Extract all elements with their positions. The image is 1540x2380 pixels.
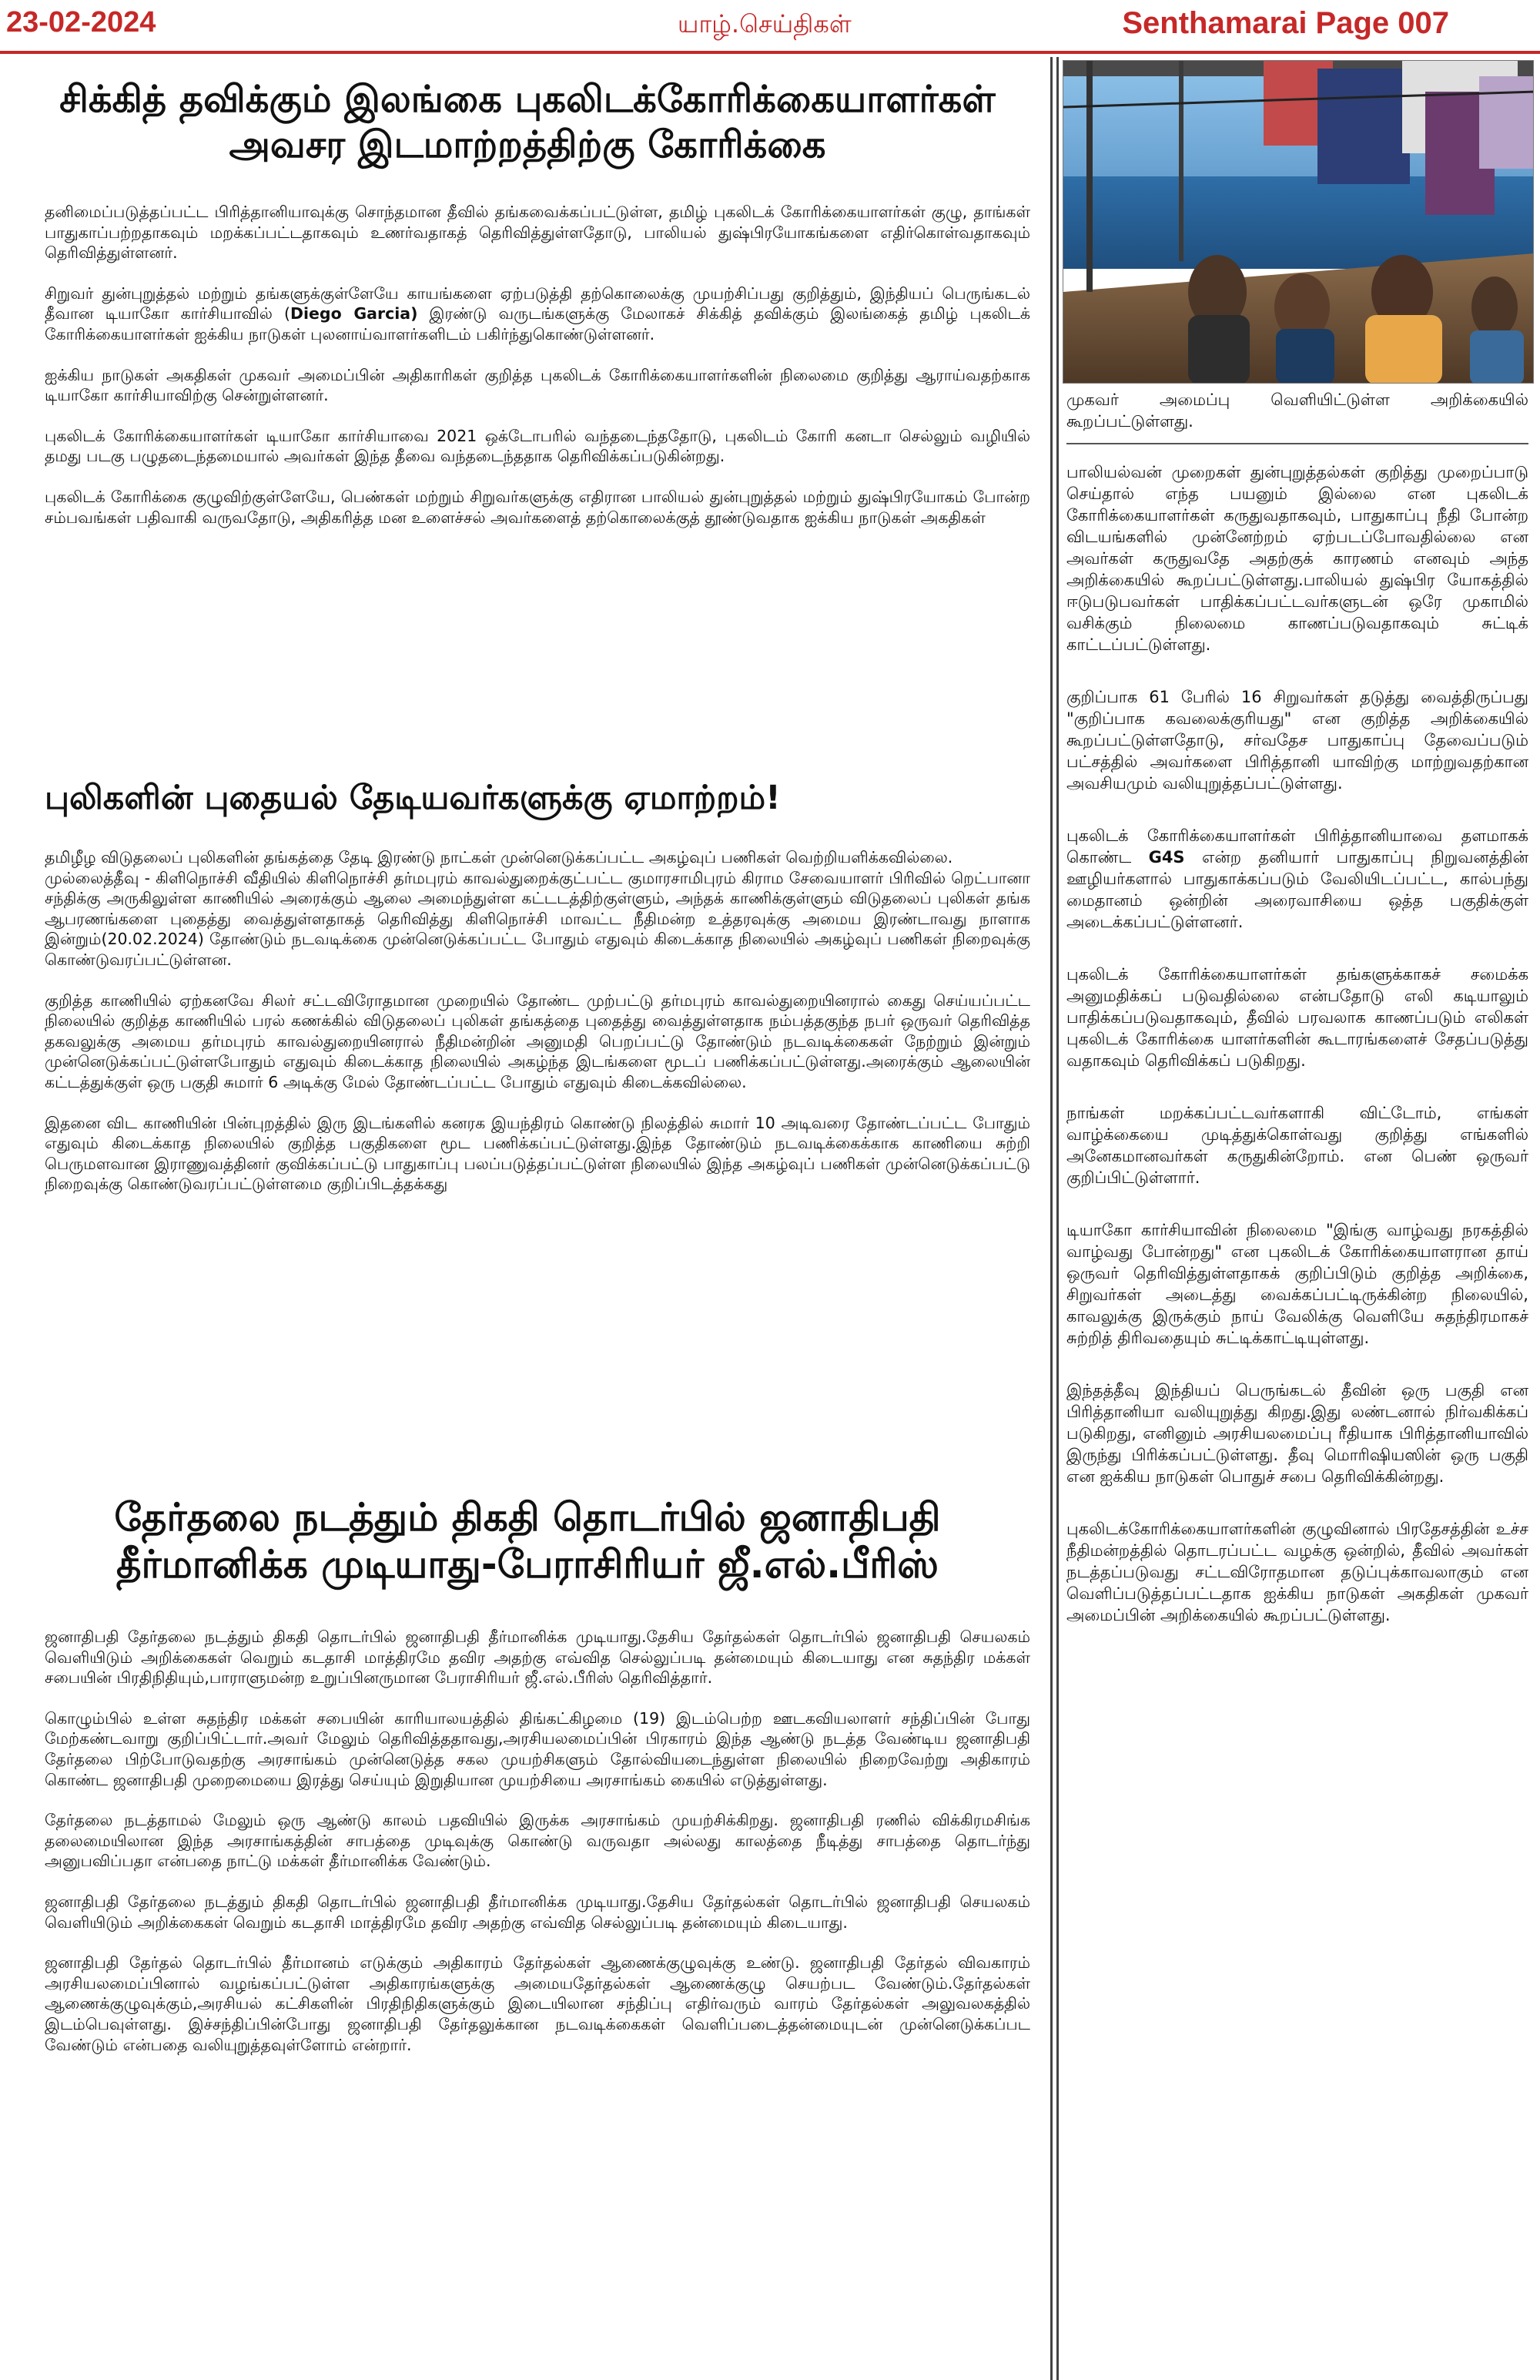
right-p3-part-c: என்ற தனியார் பாதுகாப்பு நிறுவனத்தின் ஊழியர்களால் பாதுகாக்கப்படும் வேலியிடப்பட்ட, கால்பந்து மைதானம் ஒன்றின் அரைவாசியை ஒத்த பகுதிக்குள் அடைக்கப்பட்டுள்ளனர். bbox=[1066, 848, 1528, 931]
article3-body bbox=[45, 1627, 1030, 2055]
article3-paragraph-2: கொழும்பில் உள்ள சுதந்திர மக்கள் சபையின் காரியாலயத்தில் திங்கட்கிழமை (19) இடம்பெற்ற ஊடகவியலாளர் சந்திப்பின் போது மேற்கண்டவாறு குறிப்பிட்டார்.அவர் மேலும் தெரிவித்ததாவது,அரசியலமைப்பின் பிரகாரம் இந்த ஆண்டு நடத்த வேண்டிய ஜனாதிபதி தேர்தலை பிற்போடுவதற்கு அரசாங்கம் முன்னெடுத்த சகல முயற்சிகளும் தோல்வியடைந்துள்ள நிலையில் நிறைவேற்று அதிகாரம் கொண்ட ஜனாதிபதி முறைமையை இரத்து செய்யும் இறுதியான முயற்சியை அரசாங்கம் கையில் எடுத்துள்ளது. bbox=[45, 1708, 1030, 1789]
boat-photo-image bbox=[1063, 61, 1534, 384]
right-p3-part-a: புகலிடக் கோரிக்கையாளர்கள் பிரித்தானியாவை தளமாகக் கொண்ட bbox=[1066, 826, 1528, 867]
article1-body bbox=[45, 202, 1030, 528]
article2-paragraph-2: முல்லைத்தீவு - கிளிநொச்சி வீதியில் கிளிநொச்சி தர்மபுரம் காவல்துறைக்குட்பட்ட குமாரசாமிபுரம் கிராம சேவையாளர் பிரிவில் றெட்பானா சந்திக்கு அருகிலுள்ள காணியில் அரைக்கும் ஆலை அமைந்துள்ள கட்டடத்திற்குள்ளும், அந்தக் காணிக்குள்ளும் விடுதலைப் புலிகள் தங்க ஆபரணங்களை புதைத்து வைத்துள்ளதாகத் தெரிவித்து கிளிநொச்சி மாவட்ட நீதிமன்ற உத்தரவுக்கு அமைய இரண்டாவது நாளாக இன்றும்(20.02.2024) தோண்டும் நடவடிக்கை முன்னெடுக்கப்பட்ட போதும் எதுவும் கிடைக்காத நிலையில் அகழ்வுப் பணிகள் நிறைவுக்கு கொண்டுவரப்பட்டுள்ளன. bbox=[45, 868, 1030, 969]
right-paragraph-7: இந்தத்தீவு இந்தியப் பெருங்கடல் தீவின் ஒரு பகுதி என பிரித்தானியா வலியுறுத்து கிறது.இது லண்டனால் நிர்வகிக்கப் படுகிறது, எனினும் அரசியலமைப்பு ரீதியாக பிரித்தானியாவில் இருந்து பிரிக்கப்பட்டுள்ளது. தீவு மொரிஷியஸின் ஒரு பகுதி என ஐக்கிய நாடுகள் பொதுச் சபை தெரிவிக்கின்றது. bbox=[1066, 1381, 1528, 1486]
article1-paragraph-2 bbox=[45, 283, 1030, 345]
right-paragraph-4: புகலிடக் கோரிக்கையாளர்கள் தங்களுக்காகச் சமைக்க அனுமதிக்கப் படுவதில்லை என்பதோடு எலி கடியாலும் பாதிக்கப்படுவதாகவும், தீவில் பரவலாக காணப்படும் எலிகள் புகலிடக் கோரிக்கை யாளர்களின் கூடாரங்களைச் சேதப்படுத்து வதாகவும் தெரிவிக்கப் படுகிறது. bbox=[1066, 965, 1528, 1070]
article-photo bbox=[1063, 60, 1534, 384]
right-paragraph-6: டியாகோ கார்சியாவின் நிலைமை "இங்கு வாழ்வது நரகத்தில் வாழ்வது போன்றது" என புகலிடக் கோரிக்கையாளரான தாய் ஒருவர் தெரிவித்துள்ளதாகக் குறிப்பிடும் குறித்த அறிக்கை, சிறுவர்கள் அடைத்து வைக்கப்பட்டிருக்கின்ற நிலையில், காவலுக்கு இருக்கும் நாய் வேலிக்கு வெளியே சுதந்திரமாகச் சுற்றித் திரிவதையும் சுட்டிக்காட்டியுள்ளது. bbox=[1066, 1221, 1528, 1347]
article3-paragraph-4: ஜனாதிபதி தேர்தலை நடத்தும் திகதி தொடர்பில் ஜனாதிபதி தீர்மானிக்க முடியாது.தேசிய தேர்தல்கள் தொடர்பில் ஜனாதிபதி செயலகம் வெளியிடும் அறிக்கைகள் வெறும் கடதாசி மாத்திரமே தவிர அதற்கு எவ்வித செல்லுப்படி தன்மையும் கிடையாது. bbox=[45, 1892, 1030, 1932]
article1-headline bbox=[15, 77, 1040, 167]
issue-date: 23-02-2024 bbox=[6, 6, 156, 39]
column-rule-inner bbox=[1056, 57, 1059, 2380]
publication-title: யாழ்.செய்திகள் bbox=[678, 9, 852, 39]
right-column bbox=[1066, 389, 1528, 1626]
right-paragraph-2: குறிப்பாக 61 பேரில் 16 சிறுவர்கள் தடுத்து வைத்திருப்பது "குறிப்பாக கவலைக்குரியது" என குறித்த அறிக்கையில் கூறப்பட்டுள்ளதோடு, சர்வதேச பாதுகாப்பு தேவைப்படும் பட்சத்தில் அவர்களை பிரித்தானி யாவிற்கு மாற்றுவதற்கான அவசியமும் வலியுறுத்தப்பட்டுள்ளது. bbox=[1066, 688, 1528, 793]
article3-headline-line1: தேர்தலை நடத்தும் திகதி தொடர்பில் ஜனாதிபதி bbox=[114, 1495, 941, 1540]
article1-headline-line1: சிக்கித் தவிக்கும் இலங்கை புகலிடக்கோரிக்கையாளர்கள் bbox=[59, 78, 996, 121]
article1-headline-line2: அவசர இடமாற்றத்திற்கு கோரிக்கை bbox=[229, 122, 826, 166]
article1-paragraph-3: ஐக்கிய நாடுகள் அகதிகள் முகவர் அமைப்பின் அதிகாரிகள் குறித்த புகலிடக் கோரிக்கையாளர்களின் நிலைமை குறித்து ஆராய்வதற்காக டியாகோ கார்சியாவிற்கு சென்றுள்ளனர். bbox=[45, 365, 1030, 405]
masthead bbox=[0, 0, 1540, 54]
article3-paragraph-1: ஜனாதிபதி தேர்தலை நடத்தும் திகதி தொடர்பில் ஜனாதிபதி தீர்மானிக்க முடியாது.தேசிய தேர்தல்கள் தொடர்பில் ஜனாதிபதி செயலகம் வெளியிடும் அறிக்கைகள் வெறும் கடதாசி மாத்திரமே தவிர அதற்கு எவ்வித செல்லுப்படி தன்மையும் கிடையாது என சுதந்திர மக்கள் சபையின் பிரதிநிதியும்,பாராளுமன்ற உறுப்பினருமான பேராசிரியர் ஜீ.எல்.பீரிஸ் தெரிவித்தார். bbox=[45, 1627, 1030, 1688]
article1-paragraph-4: புகலிடக் கோரிக்கையாளர்கள் டியாகோ கார்சியாவை 2021 ஒக்டோபரில் வந்தடைந்ததோடு, புகலிடம் கோரி கனடா செல்லும் வழியில் தமது படகு பழுதடைந்தமையால் அவர்கள் இந்த தீவை வந்தடைந்ததாக தெரிவிக்கப்படுகின்றது. bbox=[45, 426, 1030, 466]
article1-p2-part-c: இரண்டு வருடங்களுக்கு மேலாகச் சிக்கித் தவிக்கும் இலங்கைத் தமிழ் புகலிடக் கோரிக்கையாளர்கள் ஐக்கிய நாடுகள் புலனாய்வாளர்களிடம் பகிர்ந்துகொண்டுள்ளனர். bbox=[45, 304, 1030, 344]
photo-caption: முகவர் அமைப்பு வெளியிட்டுள்ள அறிக்கையில் கூறப்பட்டுள்ளது. bbox=[1066, 391, 1528, 431]
right-paragraph-5: நாங்கள் மறக்கப்பட்டவர்களாகி விட்டோம், எங்கள் வாழ்க்கையை முடித்துக்கொள்வது குறித்து எங்களில் அனேகமானவர்கள் கருதுகின்றோம். என பெண் ஒருவர் குறிப்பிட்டுள்ளார். bbox=[1066, 1104, 1528, 1187]
article3-paragraph-3: தேர்தலை நடத்தாமல் மேலும் ஒரு ஆண்டு காலம் பதவியில் இருக்க அரசாங்கம் முயற்சிக்கிறது. ஜனாதிபதி ரணில் விக்கிரமசிங்க தலைமையிலான இந்த அரசாங்கத்தின் சாபத்தை முடிவுக்கு கொண்டு வருவதா அல்லது காலத்தை நீடித்து சாபத்தை தொடர்ந்து அனுபவிப்பதா என்பதை நாட்டு மக்கள் தீர்மானிக்க வேண்டும். bbox=[45, 1811, 1030, 1871]
column-rule bbox=[1050, 57, 1053, 2380]
article1-diego-garcia: Diego Garcia) bbox=[290, 304, 418, 323]
article3-paragraph-5: ஜனாதிபதி தேர்தல் தொடர்பில் தீர்மானம் எடுக்கும் அதிகாரம் தேர்தல்கள் ஆணைக்குழுவுக்கு உண்டு. ஜனாதிபதி தேர்தல் விவகாரம் அரசியலமைப்பினால் வழங்கப்பட்டுள்ள அதிகாரங்களுக்கு அமையதேர்தல்கள் ஆணைக்குழு செயற்பட வேண்டும்.தேர்தல்கள் ஆணைக்குழுவுக்கும்,அரசியல் கட்சிகளின் பிரதிநிதிகளுக்கும் இடையிலான சந்திப்பு எதிர்வரும் வாரம் தேர்தல்கள் அலுவலகத்தில் இடம்பெவுள்ளது. இச்சந்திப்பின்போது ஜனாதிபதி தேர்தலுக்கான நடவடிக்கைகள் வெளிப்படைத்தன்மையுடன் முன்னெடுக்கப்பட வேண்டும் என்பதை வலியுறுத்தவுள்ளோம் என்றார். bbox=[45, 1953, 1030, 2054]
article2-paragraph-1: தமிழீழ விடுதலைப் புலிகளின் தங்கத்தை தேடி இரண்டு நாட்கள் முன்னெடுக்கப்பட்ட அகழ்வுப் பணிகள் வெற்றியளிக்கவில்லை. bbox=[45, 848, 953, 867]
article2-body bbox=[45, 847, 1030, 1195]
right-paragraph-3 bbox=[1066, 825, 1528, 933]
g4s-label: G4S bbox=[1148, 848, 1185, 867]
article3-headline bbox=[15, 1494, 1040, 1588]
article1-paragraph-5: புகலிடக் கோரிக்கை குழுவிற்குள்ளேயே, பெண்கள் மற்றும் சிறுவர்களுக்கு எதிரான பாலியல் துன்புறுத்தல் மற்றும் துஷ்பிரயோகம் போன்ற சம்பவங்கள் பதிவாகி வருவதோடு, அதிகரித்த மன உளைச்சல் அவர்களைத் தற்கொலைக்குத் தூண்டுவதாக ஐக்கிய நாடுகள் அகதிகள் bbox=[45, 487, 1030, 527]
article3-headline-line2: தீர்மானிக்க முடியாது-பேராசிரியர் ஜீ.எல்.பீரிஸ் bbox=[116, 1542, 939, 1587]
right-paragraph-1: பாலியல்வன் முறைகள் துன்புறுத்தல்கள் குறித்து முறைப்பாடு செய்தால் எந்த பயனும் இல்லை என புகலிடக் கோரிக்கையாளர்கள் கருதுவதாகவும், பாதுகாப்பு நீதி போன்ற விடயங்களில் முன்னேற்றம் ஏற்படப்போவதில்லை என அவர்கள் கருதுவதே அதற்குக் காரணம் எனவும் அந்த அறிக்கையில் கூறப்பட்டுள்ளது.பாலியல் துஷ்பிர யோகத்தில் ஈடுபடுபவர்கள் பாதிக்கப்பட்டவர்களுடன் ஒரே முகாமில் வசிக்கும் நிலைமை காணப்படுவதாகவும் சுட்டிக் காட்டப்பட்டுள்ளது. bbox=[1066, 463, 1528, 654]
article1-p2-part-a: சிறுவர் துன்புறுத்தல் மற்றும் தங்களுக்குள்ளேயே காயங்களை ஏற்படுத்தி தற்கொலைக்கு முயற்சிப்பது குறித்தும், இந்தியப் பெருங்கடல் தீவான டியாகோ கார்சியாவில் ( bbox=[45, 283, 1030, 323]
article2-paragraph-3: குறித்த காணியில் ஏற்கனவே சிலர் சட்டவிரோதமான முறையில் தோண்ட முற்பட்டு தர்மபுரம் காவல்துறையினரால் கைது செய்யப்பட்ட நிலையில் குறித்த காணியில் பரல் கணக்கில் விடுதலைப் புலிகள் தங்கத்தை புதைத்து வைத்துள்ளதாக நம்பத்தகுந்த நபர் ஒருவர் தெரிவித்த தகவலுக்கு அமைய தர்மபுரம் காவல்துறையினரால் நீதிமன்றின் அனுமதி பெறப்பட்டு தோண்டும் நடவடிக்கைகள் நேற்றும் இன்றும் முன்னெடுக்கப்பட்டுள்ளபோதும் எதுவும் கிடைக்காத நிலையில் அகழ்ந்த இடங்களை மூடப் பணிக்கப்பட்டுள்ளது.அரைக்கும் ஆலையின் கட்டத்துக்குள் ஒரு பகுதி சுமார் 6 அடிக்கு மேல் தோண்டப்பட்ட போதும் எதுவும் கிடைக்கவில்லை. bbox=[45, 991, 1030, 1091]
right-paragraph-8: புகலிடக்கோரிக்கையாளர்களின் குழுவினால் பிரதேசத்தின் உச்ச நீதிமன்றத்தில் தொடரப்பட்ட வழக்கு ஒன்றில், தீவில் அவர்கள் நடத்தப்படுவது சட்டவிரோதமான தடுப்புக்காவலாகும் என வெளிப்படுத்தப்பட்டதாக ஐக்கிய நாடுகள் அகதிகள் முகவர் அமைப்பின் அறிக்கையில் கூறப்பட்டுள்ளது. bbox=[1066, 1520, 1528, 1624]
article2-headline: புலிகளின் புதையல் தேடியவர்களுக்கு ஏமாற்றம்! bbox=[45, 779, 781, 817]
right-column-divider bbox=[1066, 443, 1528, 444]
page-label: Senthamarai Page 007 bbox=[1122, 6, 1449, 40]
article2-paragraph-4: இதனை விட காணியின் பின்புறத்தில் இரு இடங்களில் கனரக இயந்திரம் கொண்டு நிலத்தில் சுமார் 10 அடிவரை தோண்டப்பட்ட போதும் எதுவும் கிடைக்காத நிலையில் குறித்த பகுதிகளை மூட பணிக்கப்பட்டுள்ளது.இந்த தோண்டும் நடவடிக்கைக்காக காணியை சுற்றி பெருமளவான இராணுவத்தினர் குவிக்கப்பட்டு பாதுகாப்பு பலப்படுத்தப்பட்டுள்ள நிலையில் இந்த அகழ்வுப் பணிகள் முன்னெடுக்கப்பட்டு நிறைவுக்கு கொண்டுவரப்பட்டுள்ளமை குறிப்பிடத்தக்கது bbox=[45, 1113, 1030, 1194]
article1-paragraph-1: தனிமைப்படுத்தப்பட்ட பிரித்தானியாவுக்கு சொந்தமான தீவில் தங்கவைக்கப்பட்டுள்ள, தமிழ் புகலிடக் கோரிக்கையாளர்கள் குழு, தாங்கள் பாதுகாப்பற்றதாகவும் மறக்கப்பட்டதாகவும் உணர்வதாகத் தெரிவித்துள்ளதோடு, பாலியல் துஷ்பிரயோகங்களை எதிர்கொள்வதாகவும் தெரிவித்துள்ளனர். bbox=[45, 203, 1030, 263]
